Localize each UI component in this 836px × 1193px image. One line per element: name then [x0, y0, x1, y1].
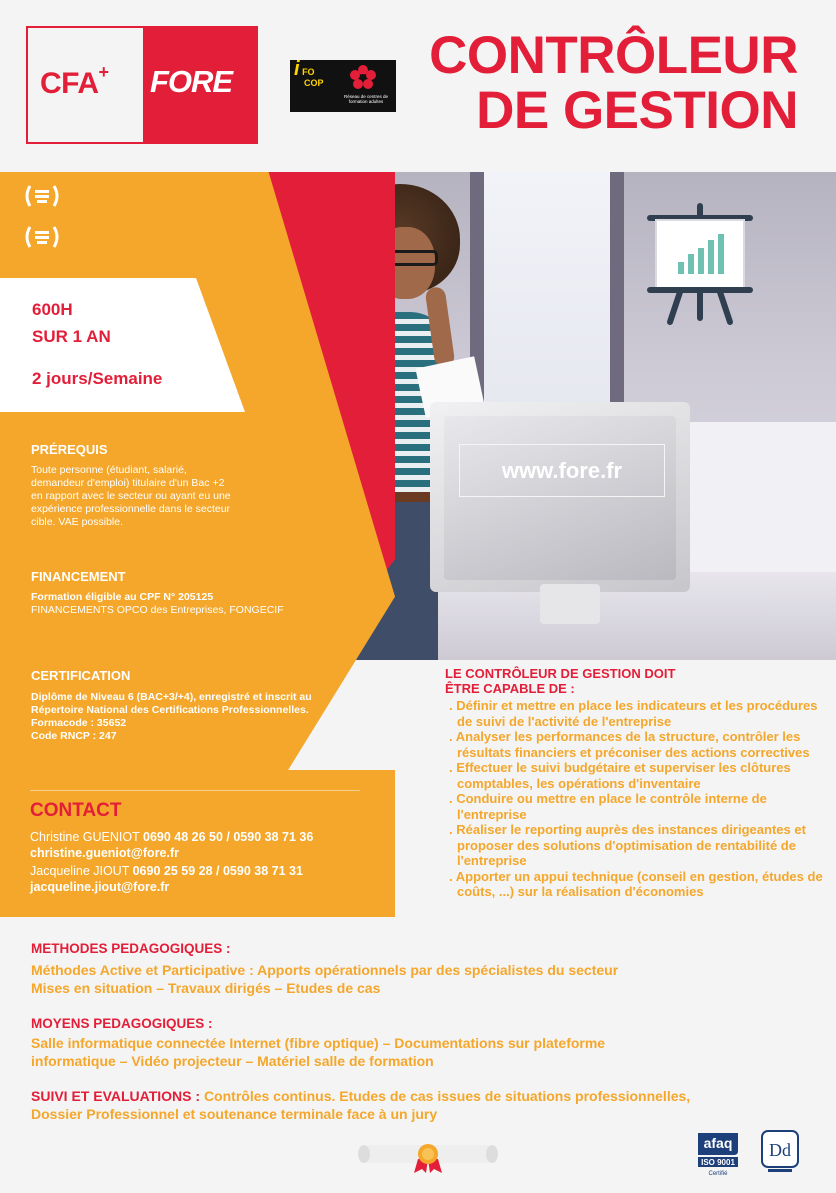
ifocop-tagline: Réseau de centres de formation adultes	[343, 94, 389, 104]
financement-text	[31, 591, 291, 617]
certification-text	[31, 691, 331, 743]
title-line-2: DE GESTION	[476, 81, 798, 140]
rncp-code: Code RNCP : 247	[31, 730, 117, 742]
svg-text:Certifié: Certifié	[708, 1171, 728, 1177]
duration-info	[32, 296, 162, 392]
contact-phone[interactable]: 0690 25 59 28 / 0590 38 71 31	[132, 864, 303, 878]
moyens-line: Salle informatique connectée Internet (fibre optique) – Documentations sur plateforme	[31, 1035, 606, 1051]
list-item: . Effectuer le suivi budgétaire et superviser les clôtures comptables, les opérations d'inventaire	[449, 760, 791, 791]
svg-text:Dd: Dd	[769, 1140, 791, 1160]
ifocop-logo	[290, 60, 396, 112]
financement-title: FINANCEMENT	[31, 569, 126, 584]
list-item: . Définir et mettre en place les indicateurs et les procédures de suivi de l'activité de l'entreprise	[449, 698, 818, 729]
afaq-iso-logo	[694, 1131, 742, 1177]
cfa-logo-text: CFA+	[40, 62, 109, 100]
title-line-1: CONTRÔLEUR	[429, 26, 798, 85]
certification-details: Diplôme de Niveau 6 (BAC+3/+4), enregistré et inscrit au Répertoire National des Certifications Professionnelles. Formacode : 35652	[31, 691, 312, 729]
methodes-title: METHODES PEDAGOGIQUES :	[31, 941, 231, 956]
award-badges	[22, 180, 62, 262]
duration-hours: 600H	[32, 300, 73, 319]
computer-monitor	[444, 416, 676, 580]
moyens-line: informatique – Vidéo projecteur – Matériel salle de formation	[31, 1053, 434, 1069]
monitor-stand	[540, 584, 600, 624]
presentation-chart-icon	[640, 198, 760, 328]
list-item: . Apporter un appui technique (conseil en gestion, études de coûts, ...) sur la réalisation d'économies	[449, 868, 823, 899]
methodes-line: Mises en situation – Travaux dirigés – Etudes de cas	[31, 980, 381, 996]
suivi-line: Dossier Professionnel et soutenance terminale face à un jury	[31, 1106, 438, 1122]
suivi-line: Contrôles continus. Etudes de cas issues de situations professionnelles,	[203, 1088, 691, 1104]
fore-logo-text: FORE	[150, 64, 233, 99]
flower-icon	[348, 64, 378, 92]
contact-phone[interactable]: 0690 48 26 50 / 0590 38 71 36	[143, 830, 314, 844]
contact-person-1	[30, 829, 313, 845]
contact-name: Jacqueline JIOUT	[30, 864, 130, 878]
svg-text:ISO 9001: ISO 9001	[701, 1158, 735, 1167]
contact-person-2	[30, 863, 303, 879]
financement-details: FINANCEMENTS OPCO des Entreprises, FONGECIF	[31, 604, 284, 616]
divider	[30, 790, 360, 791]
prerequis-text: Toute personne (étudiant, salarié, demandeur d'emploi) titulaire d'un Bac +2 en rapport avec le secteur ou ayant eu une expérience professionnelle dans le secteur cible. VAE possible.	[31, 464, 231, 528]
afaq-icon	[694, 1131, 742, 1177]
contact-email-1[interactable]: christine.gueniot@fore.fr	[30, 846, 180, 860]
suivi-section	[31, 1087, 821, 1123]
svg-text:afaq: afaq	[703, 1135, 733, 1151]
datadock-logo	[760, 1129, 800, 1175]
page-title	[429, 28, 798, 138]
list-item: . Conduire ou mettre en place le contrôle interne de l'entreprise	[449, 791, 767, 822]
capabilities-list	[449, 698, 829, 900]
methodes-text	[31, 961, 821, 997]
ifocop-letters: i FO COP	[294, 58, 324, 88]
suivi-title: SUIVI ET EVALUATIONS :	[31, 1088, 201, 1104]
list-item: . Réaliser le reporting auprès des instances dirigeantes et proposer des solutions d'optimisation de rentabilité de l'entreprise	[449, 822, 806, 868]
moyens-text	[31, 1034, 821, 1070]
methodes-line: Méthodes Active et Participative : Apports opérationnels par des spécialistes du secteur	[31, 962, 619, 978]
capabilities-title-line: ÊTRE CAPABLE DE :	[445, 681, 575, 696]
contact-title: CONTACT	[30, 800, 122, 821]
capabilities-title-line: LE CONTRÔLEUR DE GESTION DOIT	[445, 666, 676, 681]
prerequis-title: PRÉREQUIS	[31, 442, 108, 457]
moyens-title: MOYENS PEDAGOGIQUES :	[31, 1016, 213, 1031]
list-item: . Analyser les performances de la structure, contrôler les résultats financiers et préconiser des actions correctives	[449, 729, 810, 760]
laurel-badge-icon	[22, 180, 62, 212]
datadock-icon	[760, 1129, 800, 1175]
duration-rhythm: 2 jours/Semaine	[32, 369, 163, 388]
certification-title: CERTIFICATION	[31, 668, 131, 683]
laurel-badge-icon	[22, 221, 62, 253]
website-link[interactable]: www.fore.fr	[459, 444, 665, 497]
duration-period: SUR 1 AN	[32, 327, 111, 346]
diploma-scroll-icon	[356, 1137, 500, 1173]
contact-email-2[interactable]: jacqueline.jiout@fore.fr	[30, 880, 170, 894]
cpf-number: Formation éligible au CPF N° 205125	[31, 591, 214, 603]
capabilities-title	[445, 666, 825, 696]
contact-name: Christine GUENIOT	[30, 830, 140, 844]
